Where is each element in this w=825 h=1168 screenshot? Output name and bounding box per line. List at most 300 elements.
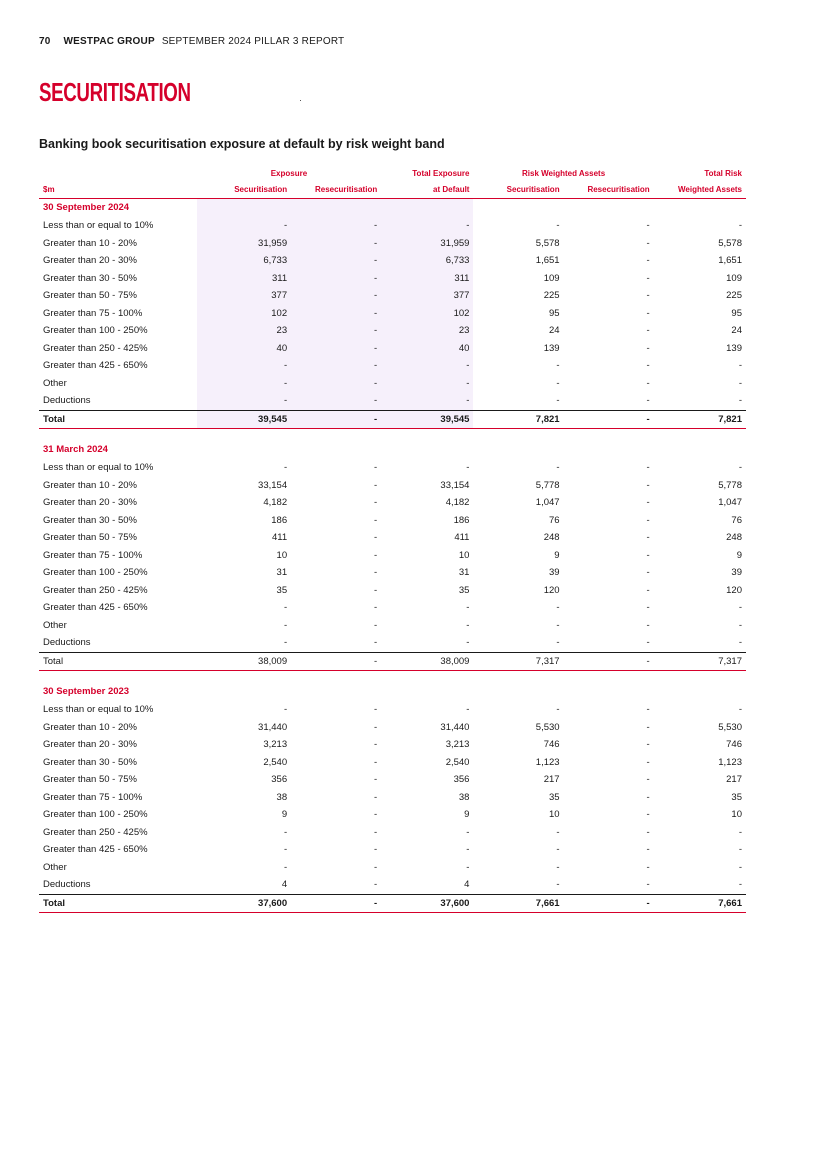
table-row xyxy=(39,235,746,253)
cell-value: - xyxy=(556,220,560,231)
total-label: Total xyxy=(39,410,197,429)
securitisation-header: Securitisation xyxy=(197,182,291,199)
cell-value: - xyxy=(646,514,650,526)
cell-value: 24 xyxy=(731,325,742,336)
cell-value: - xyxy=(374,826,378,838)
cell-value: 35 xyxy=(276,584,288,596)
section-title: 30 September 2023 xyxy=(43,686,130,698)
cell-value: 10 xyxy=(731,809,742,820)
cell-value: 95 xyxy=(731,307,742,319)
cell-value: - xyxy=(738,462,742,473)
table-row xyxy=(39,477,746,495)
cell-value: 311 xyxy=(197,270,291,288)
cell-value: 139 xyxy=(543,342,560,354)
cell-value: - xyxy=(646,497,650,508)
total-value: 7,317 xyxy=(654,652,746,671)
cell-value: 4,182 xyxy=(445,497,470,508)
cell-value: 3,213 xyxy=(263,739,288,750)
cell-value: - xyxy=(646,774,650,785)
cell-value: - xyxy=(738,619,742,631)
cell-value: - xyxy=(291,235,381,253)
weighted-assets-header: Weighted Assets xyxy=(654,182,746,199)
cell-value: 248 xyxy=(543,532,560,543)
section-title: 31 March 2024 xyxy=(43,444,108,456)
row-label: Less than or equal to 10% xyxy=(43,462,154,473)
table-row xyxy=(39,392,746,410)
row-label: Other xyxy=(43,861,67,873)
table-title: Banking book securitisation exposure at default by risk weight band xyxy=(39,137,445,151)
table-row xyxy=(39,841,746,859)
cell-value: 35 xyxy=(731,791,742,803)
total-value: - xyxy=(291,410,381,429)
cell-value: - xyxy=(646,721,650,733)
table-row xyxy=(39,494,746,512)
table-row xyxy=(39,599,746,617)
cell-value: 186 xyxy=(271,514,288,526)
cell-value: 102 xyxy=(197,305,291,323)
cell-value: - xyxy=(646,567,650,578)
cell-value: - xyxy=(646,237,650,249)
row-label: Greater than 20 - 30% xyxy=(43,497,137,508)
cell-value: 31,959 xyxy=(381,235,473,253)
cell-value: 9 xyxy=(554,549,560,561)
row-label: Greater than 10 - 20% xyxy=(43,479,137,491)
page-number: 70 xyxy=(39,36,51,47)
cell-value: - xyxy=(646,584,650,596)
cell-value: - xyxy=(556,360,560,371)
cell-value: 33,154 xyxy=(258,479,288,491)
table-row xyxy=(39,564,746,582)
cell-value: - xyxy=(381,357,473,375)
cell-value: - xyxy=(646,791,650,803)
cell-value: 4 xyxy=(464,879,470,890)
cell-value: - xyxy=(374,462,378,473)
table-row xyxy=(39,617,746,635)
cell-value: - xyxy=(283,861,288,873)
cell-value: - xyxy=(738,879,742,890)
cell-value: - xyxy=(466,462,470,473)
cell-value: 109 xyxy=(543,272,560,284)
total-label: Total xyxy=(39,652,197,671)
cell-value: 31 xyxy=(276,567,288,578)
unit-header: $m xyxy=(39,182,197,199)
cell-value: - xyxy=(738,395,742,406)
table-row xyxy=(39,719,746,737)
cell-value: 4,182 xyxy=(263,497,288,508)
cell-value: 31 xyxy=(458,567,470,578)
cell-value: 356 xyxy=(271,774,288,785)
cell-value: 109 xyxy=(726,272,742,284)
cell-value: - xyxy=(556,395,560,406)
cell-value: 35 xyxy=(458,584,470,596)
table-row xyxy=(39,217,746,235)
cell-value: 139 xyxy=(726,342,742,354)
row-label: Greater than 250 - 425% xyxy=(43,584,148,596)
cell-value: - xyxy=(374,861,378,873)
row-label: Greater than 425 - 650% xyxy=(43,602,148,613)
cell-value: 5,778 xyxy=(535,479,560,491)
cell-value: - xyxy=(646,637,650,648)
cell-value: - xyxy=(466,602,470,613)
cell-value: - xyxy=(374,791,378,803)
cell-value: - xyxy=(374,809,378,820)
section-title: 30 September 2024 xyxy=(43,202,130,214)
cell-value: - xyxy=(556,377,560,389)
cell-value: - xyxy=(646,844,650,855)
cell-value: - xyxy=(374,844,378,855)
cell-value: - xyxy=(556,602,560,613)
cell-value: 746 xyxy=(726,739,742,750)
cell-value: - xyxy=(646,342,650,354)
cell-value: - xyxy=(374,619,378,631)
cell-value: - xyxy=(646,619,650,631)
cell-value: - xyxy=(556,704,560,715)
report-name: SEPTEMBER 2024 PILLAR 3 REPORT xyxy=(161,36,345,47)
row-label: Greater than 20 - 30% xyxy=(43,255,137,266)
cell-value: - xyxy=(646,809,650,820)
row-label: Greater than 50 - 75% xyxy=(43,290,137,301)
cell-value: 356 xyxy=(453,774,470,785)
cell-value: 33,154 xyxy=(440,479,470,491)
section-heading-row xyxy=(39,441,746,459)
row-label: Greater than 250 - 425% xyxy=(43,826,148,838)
row-label: Greater than 50 - 75% xyxy=(43,532,137,543)
cell-value: 1,651 xyxy=(535,255,560,266)
cell-value: 6,733 xyxy=(381,252,473,270)
table-row xyxy=(39,287,746,305)
table-row xyxy=(39,305,746,323)
cell-value: - xyxy=(646,290,650,301)
table-body xyxy=(39,199,746,913)
cell-value: - xyxy=(374,739,378,750)
total-row xyxy=(39,894,746,913)
cell-value: - xyxy=(374,549,378,561)
row-label: Greater than 425 - 650% xyxy=(43,360,148,371)
cell-value: - xyxy=(374,514,378,526)
row-label: Greater than 75 - 100% xyxy=(43,307,143,319)
cell-value: 120 xyxy=(543,584,560,596)
total-value: 7,661 xyxy=(654,894,746,913)
cell-value: 35 xyxy=(549,791,560,803)
table-row xyxy=(39,529,746,547)
row-label: Greater than 30 - 50% xyxy=(43,514,137,526)
cell-value: - xyxy=(291,252,381,270)
cell-value: 5,578 xyxy=(535,237,560,249)
cell-value: - xyxy=(197,357,291,375)
section-spacer xyxy=(39,671,746,684)
table-row xyxy=(39,736,746,754)
page-title: SECURITISATION xyxy=(39,77,191,107)
table-row xyxy=(39,459,746,477)
cell-value: 102 xyxy=(381,305,473,323)
table-row xyxy=(39,512,746,530)
cell-value: 23 xyxy=(197,322,291,340)
cell-value: - xyxy=(738,637,742,648)
cell-value: 31,959 xyxy=(197,235,291,253)
cell-value: - xyxy=(556,879,560,890)
cell-value: - xyxy=(466,844,470,855)
row-label: Deductions xyxy=(43,395,91,406)
cell-value: - xyxy=(738,861,742,873)
cell-value: - xyxy=(374,756,378,768)
cell-value: - xyxy=(646,739,650,750)
cell-value: - xyxy=(646,479,650,491)
resecuritisation-header: Resecuritisation xyxy=(291,182,381,199)
cell-value: - xyxy=(646,325,650,336)
total-value: 38,009 xyxy=(381,652,473,671)
row-label: Greater than 250 - 425% xyxy=(43,342,148,354)
rwa-group-header: Risk Weighted Assets xyxy=(522,169,606,178)
cell-value: 24 xyxy=(549,325,560,336)
cell-value: 5,530 xyxy=(718,721,742,733)
total-value: 37,600 xyxy=(381,894,473,913)
cell-value: - xyxy=(646,532,650,543)
cell-value: 225 xyxy=(543,290,560,301)
cell-value: - xyxy=(291,322,381,340)
cell-value: - xyxy=(556,637,560,648)
cell-value: - xyxy=(738,704,742,715)
securitisation-table xyxy=(39,166,746,913)
cell-value: - xyxy=(283,826,288,838)
cell-value: 746 xyxy=(543,739,560,750)
row-label: Greater than 30 - 50% xyxy=(43,272,137,284)
row-label: Greater than 100 - 250% xyxy=(43,809,148,820)
cell-value: - xyxy=(646,704,650,715)
cell-value: 5,578 xyxy=(718,237,742,249)
cell-value: - xyxy=(738,360,742,371)
cell-value: - xyxy=(374,479,378,491)
cell-value: - xyxy=(381,375,473,393)
row-label: Greater than 75 - 100% xyxy=(43,549,143,561)
cell-value: 225 xyxy=(726,290,742,301)
row-label: Other xyxy=(43,377,67,389)
rwa-securitisation-header: Securitisation xyxy=(473,182,563,199)
cell-value: - xyxy=(197,217,291,235)
cell-value: - xyxy=(466,704,470,715)
table-row xyxy=(39,252,746,270)
cell-value: 38 xyxy=(458,791,470,803)
cell-value: - xyxy=(646,272,650,284)
rwa-resecuritisation-header: Resecuritisation xyxy=(564,182,654,199)
cell-value: - xyxy=(738,826,742,838)
cell-value: 39 xyxy=(731,567,742,578)
cell-value: - xyxy=(374,774,378,785)
row-label: Other xyxy=(43,619,67,631)
section-heading-row xyxy=(39,199,746,218)
cell-value: - xyxy=(291,340,381,358)
total-exposure-header: Total Exposure xyxy=(412,169,470,178)
total-label: Total xyxy=(39,894,197,913)
table-row xyxy=(39,357,746,375)
cell-value: 1,123 xyxy=(718,756,742,768)
cell-value: - xyxy=(291,392,381,410)
section-heading-row xyxy=(39,683,746,701)
cell-value: - xyxy=(556,826,560,838)
cell-value: - xyxy=(556,619,560,631)
cell-value: 39 xyxy=(549,567,560,578)
cell-value: - xyxy=(283,462,288,473)
cell-value: - xyxy=(556,462,560,473)
cell-value: - xyxy=(556,844,560,855)
row-label: Greater than 20 - 30% xyxy=(43,739,137,750)
cell-value: 10 xyxy=(276,549,288,561)
cell-value: - xyxy=(646,377,650,389)
cell-value: - xyxy=(646,826,650,838)
table-row xyxy=(39,859,746,877)
total-value: - xyxy=(564,410,654,429)
cell-value: 186 xyxy=(453,514,470,526)
table-row xyxy=(39,340,746,358)
total-value: 37,600 xyxy=(197,894,291,913)
cell-value: - xyxy=(374,532,378,543)
cell-value: - xyxy=(466,637,470,648)
cell-value: 9 xyxy=(281,809,288,820)
table-row xyxy=(39,789,746,807)
header-row-1 xyxy=(39,166,746,182)
cell-value: 10 xyxy=(458,549,470,561)
cell-value: 377 xyxy=(197,287,291,305)
cell-value: - xyxy=(291,357,381,375)
row-label: Greater than 30 - 50% xyxy=(43,756,137,768)
cell-value: 1,651 xyxy=(718,255,742,266)
at-default-header: at Default xyxy=(381,182,473,199)
total-row xyxy=(39,652,746,671)
cell-value: - xyxy=(374,602,378,613)
table-row xyxy=(39,582,746,600)
total-value: - xyxy=(291,652,381,671)
cell-value: 6,733 xyxy=(197,252,291,270)
cell-value: - xyxy=(646,861,650,873)
cell-value: - xyxy=(374,721,378,733)
table-row xyxy=(39,876,746,894)
cell-value: - xyxy=(646,220,650,231)
cell-value: - xyxy=(738,602,742,613)
cell-value: - xyxy=(291,305,381,323)
total-value: 39,545 xyxy=(381,410,473,429)
total-value: 38,009 xyxy=(197,652,291,671)
cell-value: - xyxy=(646,756,650,768)
exposure-group-header: Exposure xyxy=(270,169,308,178)
cell-value: - xyxy=(646,549,650,561)
row-label: Deductions xyxy=(43,879,91,890)
cell-value: 248 xyxy=(726,532,742,543)
row-label: Greater than 50 - 75% xyxy=(43,774,137,785)
cell-value: 2,540 xyxy=(445,756,470,768)
cell-value: - xyxy=(381,392,473,410)
cell-value: 311 xyxy=(381,270,473,288)
cell-value: - xyxy=(197,375,291,393)
brand-name: WESTPAC GROUP xyxy=(63,36,155,47)
cell-value: 2,540 xyxy=(263,756,288,768)
cell-value: - xyxy=(291,217,381,235)
table-row xyxy=(39,824,746,842)
cell-value: - xyxy=(283,602,288,613)
stray-dot xyxy=(300,100,301,101)
cell-value: - xyxy=(646,395,650,406)
row-label: Greater than 100 - 250% xyxy=(43,567,148,578)
row-label: Greater than 100 - 250% xyxy=(43,325,148,336)
cell-value: 1,123 xyxy=(535,756,560,768)
cell-value: - xyxy=(374,704,378,715)
cell-value: - xyxy=(738,844,742,855)
total-value: 7,661 xyxy=(473,894,563,913)
total-value: 7,821 xyxy=(473,410,563,429)
cell-value: 411 xyxy=(454,532,470,543)
cell-value: - xyxy=(291,270,381,288)
cell-value: 3,213 xyxy=(445,739,470,750)
cell-value: - xyxy=(197,392,291,410)
cell-value: 10 xyxy=(549,809,560,820)
cell-value: - xyxy=(374,497,378,508)
cell-value: 40 xyxy=(381,340,473,358)
table-row xyxy=(39,634,746,652)
total-value: 7,317 xyxy=(473,652,563,671)
cell-value: 76 xyxy=(549,514,560,526)
cell-value: - xyxy=(374,879,378,890)
cell-value: - xyxy=(646,255,650,266)
cell-value: 1,047 xyxy=(535,497,560,508)
row-label: Greater than 425 - 650% xyxy=(43,844,148,855)
cell-value: - xyxy=(374,567,378,578)
cell-value: 31,440 xyxy=(440,721,470,733)
cell-value: 1,047 xyxy=(718,497,742,508)
row-label: Greater than 75 - 100% xyxy=(43,791,143,803)
cell-value: - xyxy=(283,619,288,631)
section-spacer xyxy=(39,429,746,442)
cell-value: 217 xyxy=(726,774,742,785)
header-row-2 xyxy=(39,182,746,199)
cell-value: - xyxy=(374,637,378,648)
cell-value: - xyxy=(283,844,288,855)
cell-value: 411 xyxy=(271,532,288,543)
cell-value: - xyxy=(283,637,288,648)
cell-value: 23 xyxy=(381,322,473,340)
cell-value: 5,530 xyxy=(535,721,560,733)
cell-value: - xyxy=(374,584,378,596)
cell-value: - xyxy=(283,704,288,715)
cell-value: 5,778 xyxy=(718,479,742,491)
total-value: - xyxy=(564,652,654,671)
cell-value: - xyxy=(291,287,381,305)
cell-value: 9 xyxy=(464,809,470,820)
cell-value: 120 xyxy=(726,584,742,596)
cell-value: 31,440 xyxy=(258,721,288,733)
row-label: Deductions xyxy=(43,637,91,648)
cell-value: 40 xyxy=(197,340,291,358)
cell-value: 9 xyxy=(736,549,742,561)
table-row xyxy=(39,771,746,789)
total-risk-header: Total Risk xyxy=(704,169,742,178)
table-row xyxy=(39,270,746,288)
total-value: 39,545 xyxy=(197,410,291,429)
cell-value: 4 xyxy=(281,879,288,890)
table-row xyxy=(39,547,746,565)
cell-value: 95 xyxy=(549,307,560,319)
cell-value: 38 xyxy=(276,791,288,803)
table-row xyxy=(39,375,746,393)
table-row xyxy=(39,806,746,824)
row-label: Greater than 10 - 20% xyxy=(43,237,137,249)
cell-value: - xyxy=(646,879,650,890)
cell-value: - xyxy=(466,619,470,631)
cell-value: 76 xyxy=(731,514,742,526)
cell-value: - xyxy=(381,217,473,235)
cell-value: - xyxy=(646,602,650,613)
cell-value: 377 xyxy=(381,287,473,305)
total-value: - xyxy=(564,894,654,913)
cell-value: - xyxy=(646,360,650,371)
cell-value: - xyxy=(646,462,650,473)
